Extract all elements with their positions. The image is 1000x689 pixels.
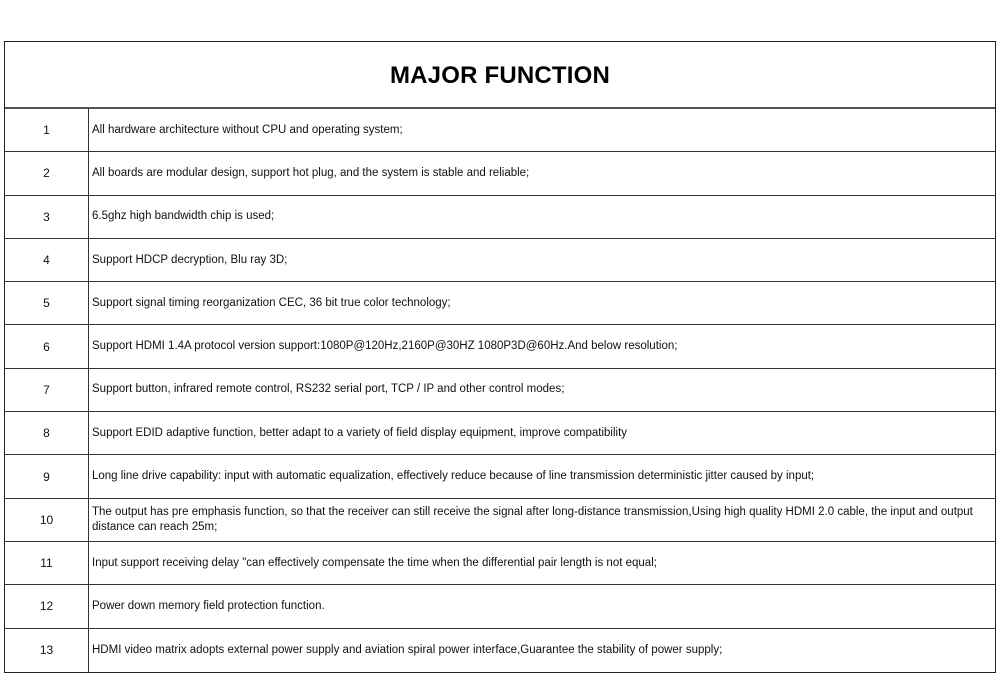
row-description: Support button, infrared remote control, RS232 serial port, TCP / IP and other control modes;	[92, 383, 565, 396]
row-number: 2	[5, 152, 89, 194]
row-description: Long line drive capability: input with automatic equalization, effectively reduce because of line transmission deterministic jitter caused by input;	[92, 470, 815, 483]
row-description: All boards are modular design, support hot plug, and the system is stable and reliable;	[92, 166, 530, 179]
function-table	[4, 41, 996, 673]
table-title-row	[5, 42, 995, 109]
table-row	[5, 455, 995, 498]
row-description: Power down memory field protection function.	[92, 599, 325, 612]
table-row	[5, 542, 995, 585]
row-description: HDMI video matrix adopts external power supply and aviation spiral power interface,Guarantee the stability of power supply;	[92, 643, 723, 656]
row-number: 7	[5, 369, 89, 411]
row-number: 13	[5, 629, 89, 672]
row-number: 9	[5, 455, 89, 497]
row-number: 3	[5, 196, 89, 238]
table-row	[5, 196, 995, 239]
table-row	[5, 282, 995, 325]
row-number: 1	[5, 109, 89, 151]
row-description: 6.5ghz high bandwidth chip is used;	[92, 210, 275, 223]
row-description: All hardware architecture without CPU and operating system;	[92, 123, 403, 136]
row-description: Support EDID adaptive function, better adapt to a variety of field display equipment, improve compatibility	[92, 426, 628, 439]
table-row	[5, 152, 995, 195]
table-title: MAJOR FUNCTION	[389, 61, 611, 89]
row-number: 6	[5, 325, 89, 367]
table-row	[5, 629, 995, 672]
table-row	[5, 239, 995, 282]
table-row	[5, 585, 995, 628]
table-row	[5, 412, 995, 455]
table-body	[5, 109, 995, 672]
row-description: Support HDCP decryption, Blu ray 3D;	[92, 253, 288, 266]
table-row	[5, 369, 995, 412]
table-row	[5, 499, 995, 542]
row-number: 5	[5, 282, 89, 324]
row-number: 10	[5, 499, 89, 541]
table-row	[5, 109, 995, 152]
table-row	[5, 325, 995, 368]
row-number: 11	[5, 542, 89, 584]
row-description: Support HDMI 1.4A protocol version support:1080P@120Hz,2160P@30HZ 1080P3D@60Hz.And below resolution;	[92, 340, 678, 353]
row-number: 4	[5, 239, 89, 281]
row-number: 12	[5, 585, 89, 627]
row-description: Input support receiving delay "can effectively compensate the time when the differential pair length is not equal;	[92, 556, 657, 569]
row-number: 8	[5, 412, 89, 454]
row-description: The output has pre emphasis function, so that the receiver can still receive the signal after long-distance transmission,Using high quality HDMI 2.0 cable, the input and output distance can reach 25m;	[92, 505, 973, 533]
row-description: Support signal timing reorganization CEC, 36 bit true color technology;	[92, 296, 451, 309]
